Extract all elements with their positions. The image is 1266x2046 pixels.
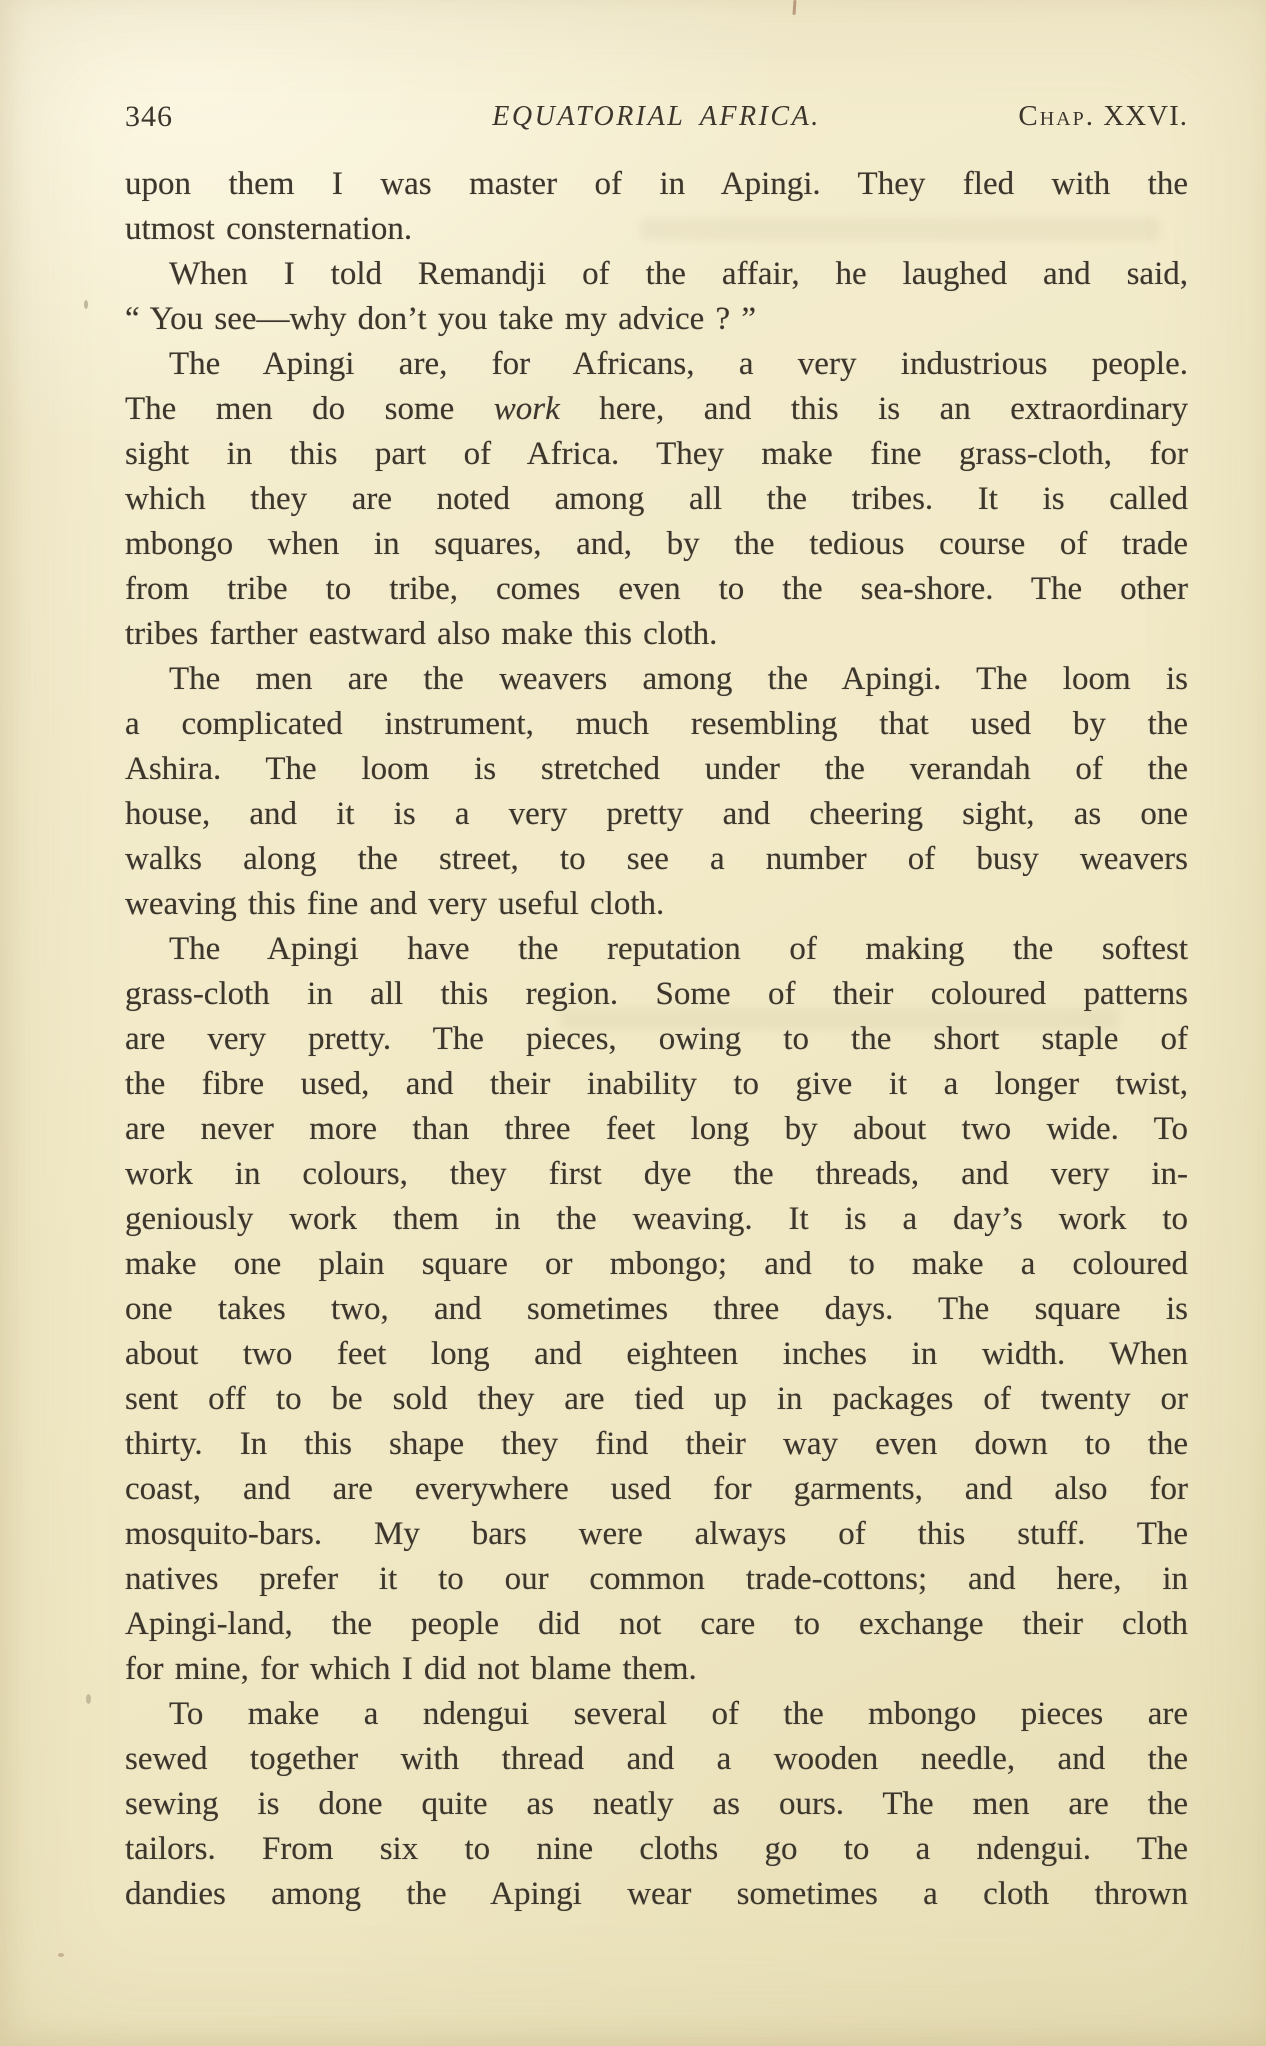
text-line: about two feet long and eighteen inches in width. When bbox=[125, 1336, 1188, 1372]
page-header bbox=[125, 98, 1188, 140]
text-line: for mine, for which I did not blame them. bbox=[125, 1651, 697, 1687]
text-line: dandies among the Apingi wear sometimes a cloth thrown bbox=[125, 1876, 1188, 1912]
scan-speck bbox=[86, 1694, 91, 1704]
text-line: sewing is done quite as neatly as ours. The men are the bbox=[125, 1786, 1188, 1822]
text-line: make one plain square or mbongo; and to make a coloured bbox=[125, 1246, 1188, 1282]
text-line: house, and it is a very pretty and cheering sight, as one bbox=[125, 796, 1188, 832]
text-line: geniously work them in the weaving. It is a day’s work to bbox=[125, 1201, 1188, 1237]
text-line: Ashira. The loom is stretched under the verandah of the bbox=[125, 751, 1188, 787]
text-line: sent off to be sold they are tied up in packages of twenty or bbox=[125, 1381, 1188, 1417]
text-line: The Apingi have the reputation of making the softest bbox=[169, 931, 1188, 967]
text-line: tribes farther eastward also make this cloth. bbox=[125, 616, 718, 652]
text-line: The men do some work here, and this is an extraordinary bbox=[125, 391, 1188, 427]
text-line: The Apingi are, for Africans, a very industrious people. bbox=[169, 346, 1188, 382]
text-line: sewed together with thread and a wooden needle, and the bbox=[125, 1741, 1188, 1777]
text-line: mosquito-bars. My bars were always of this stuff. The bbox=[125, 1516, 1188, 1552]
page-number: 346 bbox=[125, 100, 173, 133]
text-line: are never more than three feet long by about two wide. To bbox=[125, 1111, 1188, 1147]
text-line: grass-cloth in all this region. Some of their coloured patterns bbox=[125, 976, 1188, 1012]
text-line: “ You see—why don’t you take my advice ? ” bbox=[125, 301, 756, 337]
text-line: a complicated instrument, much resembling that used by the bbox=[125, 706, 1188, 742]
text-line: thirty. In this shape they find their way even down to the bbox=[125, 1426, 1188, 1462]
running-title: EQUATORIAL AFRICA. bbox=[492, 101, 821, 132]
text-line: When I told Remandji of the affair, he laughed and said, bbox=[169, 256, 1188, 292]
text-line: work in colours, they first dye the threads, and very in- bbox=[125, 1156, 1188, 1192]
chapter-label: Chap. bbox=[1018, 100, 1095, 132]
text-line: walks along the street, to see a number of busy weavers bbox=[125, 841, 1188, 877]
text-line: coast, and are everywhere used for garments, and also for bbox=[125, 1471, 1188, 1507]
text-line: are very pretty. The pieces, owing to the short staple of bbox=[125, 1021, 1188, 1057]
text-line: from tribe to tribe, comes even to the sea-shore. The other bbox=[125, 571, 1188, 607]
text-line: Apingi-land, the people did not care to exchange their cloth bbox=[125, 1606, 1188, 1642]
text-line: one takes two, and sometimes three days. The square is bbox=[125, 1291, 1188, 1327]
text-line: The men are the weavers among the Apingi. The loom is bbox=[169, 661, 1188, 697]
text-line: which they are noted among all the tribes. It is called bbox=[125, 481, 1188, 517]
chapter-heading bbox=[1018, 100, 1188, 133]
scan-speck bbox=[58, 1953, 64, 1957]
text-line: natives prefer it to our common trade-cottons; and here, in bbox=[125, 1561, 1188, 1597]
chapter-number: XXVI. bbox=[1103, 100, 1188, 132]
text-line: mbongo when in squares, and, by the tedious course of trade bbox=[125, 526, 1188, 562]
text-line: weaving this fine and very useful cloth. bbox=[125, 886, 665, 922]
page-text-block bbox=[125, 162, 1188, 1917]
text-line: tailors. From six to nine cloths go to a ndengui. The bbox=[125, 1831, 1188, 1867]
text-line: the fibre used, and their inability to give it a longer twist, bbox=[125, 1066, 1188, 1102]
text-line: To make a ndengui several of the mbongo pieces are bbox=[169, 1696, 1188, 1732]
text-line: upon them I was master of in Apingi. They fled with the bbox=[125, 166, 1188, 202]
text-line: sight in this part of Africa. They make fine grass-cloth, for bbox=[125, 436, 1188, 472]
scan-artifact-top-tick bbox=[792, 0, 796, 15]
text-line: utmost consternation. bbox=[125, 211, 413, 247]
scan-speck bbox=[84, 300, 88, 309]
